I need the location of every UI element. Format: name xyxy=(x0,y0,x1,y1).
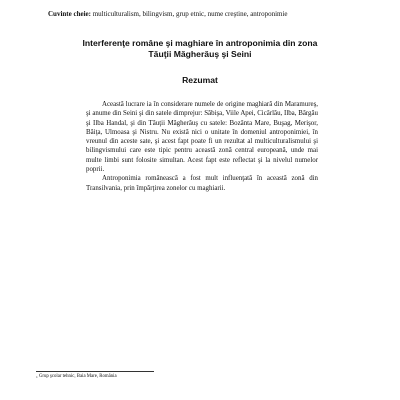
abstract-body xyxy=(86,100,318,193)
abstract-paragraph-2: Antroponimia românească a fost mult influenţată în această zonă din Transilvania, prin împărţirea zonelor cu maghiarii. xyxy=(86,175,318,192)
keywords-line xyxy=(48,10,380,19)
footnote-divider xyxy=(36,371,154,372)
paper-title xyxy=(60,38,340,60)
footnote-text: Grup şcolar tehnic, Baia Mare, România xyxy=(38,374,117,379)
paper-title-line-2: Tăuţii Măgherăuş şi Seini xyxy=(148,49,252,59)
keywords-label: Cuvinte cheie: xyxy=(48,10,91,18)
abstract-heading: Rezumat xyxy=(182,75,218,85)
paper-title-line-1: Interferenţe române şi maghiare în antroponimia din zona xyxy=(82,38,318,48)
footnote-marker: 1 xyxy=(36,375,38,379)
footnote xyxy=(36,374,117,380)
keywords-text: multiculturalism, bilingvism, grup etnic, nume creştine, antroponimie xyxy=(92,10,288,18)
abstract-paragraph-1: Această lucrare ia în considerare numele de origine maghiară din Maramureş, şi anume din Seini şi din satele dimprejur: Săbişa, Viile Apei, Cicârlău, Ilba, Bârgău şi Ilba Handal, şi din Tăuţii Măgherăuş cu satele: Bozânta Mare, Buşag, Merişor, Băiţa, Ulmoasa şi Nistru. Nu există nici o unitate în domeniul antroponimiei, în vreunul din aceste sate, şi acest fapt poate fi un rezultat al multiculturalismului şi bilingvismului care este tipic pentru această zonă central europeană, unde mai multe limbi sunt folosite simultan. Acest fapt este reflectat şi la nivelul numelor poprii. xyxy=(86,101,318,174)
